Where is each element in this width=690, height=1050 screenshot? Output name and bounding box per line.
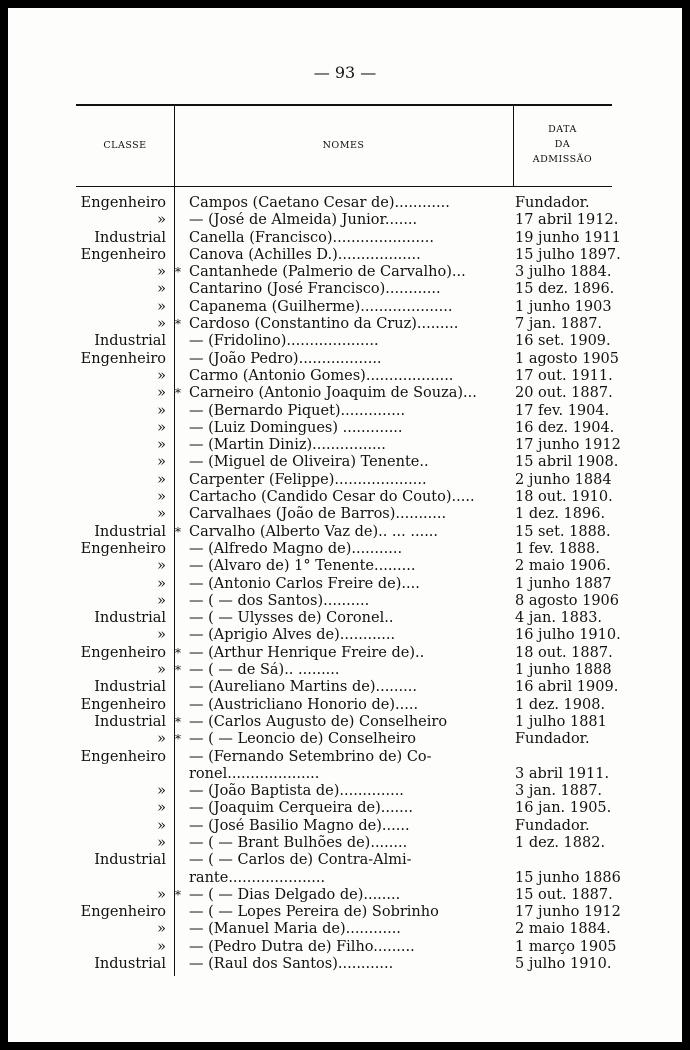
- table-row: [8, 351, 682, 368]
- table-row: [8, 558, 682, 575]
- row-data-admissao: 15 abril 1908.: [515, 454, 619, 471]
- row-nome: — (Bernardo Piquet)..............: [189, 402, 406, 419]
- row-nome: — (Fridolino)....................: [189, 333, 379, 350]
- header-bottom-rule: [76, 186, 612, 187]
- row-nome: — (Luiz Domingues) .............: [189, 419, 403, 436]
- row-data-admissao: 16 abril 1909.: [515, 679, 619, 696]
- row-nome: rante.....................: [189, 869, 326, 886]
- row-nome: — (Martin Diniz)................: [189, 437, 386, 454]
- row-nome: — (João Pedro)..................: [189, 350, 382, 367]
- table-row: [8, 921, 682, 938]
- row-data-admissao: 1 fev. 1888.: [515, 540, 600, 557]
- row-marker: *: [175, 663, 181, 678]
- table-row: [8, 212, 682, 229]
- row-classe: »: [157, 419, 166, 436]
- row-data-admissao: Fundador.: [515, 195, 590, 211]
- row-classe: »: [157, 367, 166, 384]
- row-data-admissao: Fundador.: [515, 817, 590, 834]
- row-classe: Industrial: [94, 679, 166, 696]
- table-row: [8, 368, 682, 385]
- row-nome: Canova (Achilles D.)..................: [189, 246, 421, 263]
- row-data-admissao: 15 junho 1886: [515, 869, 621, 886]
- row-nome: — ( — Ulysses de) Coronel..: [189, 610, 394, 627]
- table-row: [8, 627, 682, 644]
- header-data-line2: DA: [554, 139, 571, 150]
- row-marker: *: [175, 887, 181, 902]
- row-data-admissao: 19 junho 1911: [515, 229, 621, 246]
- table-row: [8, 195, 682, 212]
- row-data-admissao: 1 dez. 1882.: [515, 834, 606, 851]
- row-nome: Cantanhede (Palmerio de Carvalho)...: [189, 264, 466, 281]
- table-row: [8, 749, 682, 766]
- table-row: [8, 506, 682, 523]
- row-nome: — (Arthur Henrique Freire de)..: [189, 644, 425, 661]
- row-marker: *: [175, 714, 181, 729]
- table-row: [8, 472, 682, 489]
- row-data-admissao: 17 junho 1912: [515, 904, 621, 921]
- row-classe: Engenheiro: [80, 696, 166, 713]
- row-data-admissao: 20 out. 1887.: [515, 385, 613, 402]
- row-classe: Engenheiro: [80, 195, 166, 211]
- row-marker: *: [175, 317, 181, 332]
- row-data-admissao: 4 jan. 1883.: [515, 610, 603, 627]
- row-data-admissao: 3 julho 1884.: [515, 264, 612, 281]
- row-nome: Carmo (Antonio Gomes)...................: [189, 367, 454, 384]
- row-classe: Industrial: [94, 610, 166, 627]
- row-data-admissao: 17 abril 1912.: [515, 212, 619, 229]
- row-data-admissao: 1 junho 1888: [515, 662, 612, 679]
- page-number: — 93 —: [313, 63, 377, 82]
- row-classe: »: [157, 783, 166, 800]
- table-row: [8, 887, 682, 904]
- row-nome: Carvalhaes (João de Barros)...........: [189, 506, 447, 523]
- row-data-admissao: 5 julho 1910.: [515, 956, 612, 973]
- table-row: [8, 420, 682, 437]
- row-classe: »: [157, 316, 166, 333]
- table-row: [8, 904, 682, 921]
- row-marker: *: [175, 732, 181, 747]
- header-data-line3: ADMISSÃO: [532, 154, 593, 165]
- row-classe: »: [157, 592, 166, 609]
- row-classe: »: [157, 886, 166, 903]
- row-marker: *: [175, 645, 181, 660]
- row-data-admissao: 15 out. 1887.: [515, 886, 613, 903]
- member-table: [8, 195, 682, 973]
- row-nome: — (Austricliano Honorio de).....: [189, 696, 419, 713]
- row-data-admissao: 17 fev. 1904.: [515, 402, 610, 419]
- table-row: [8, 299, 682, 316]
- row-nome: — ( — Carlos de) Contra-Almi-: [189, 852, 412, 869]
- row-classe: Engenheiro: [80, 246, 166, 263]
- row-data-admissao: 1 dez. 1896.: [515, 506, 606, 523]
- row-nome: — (Manuel Maria de)............: [189, 921, 401, 938]
- table-row: [8, 541, 682, 558]
- row-classe: Industrial: [94, 229, 166, 246]
- row-nome: Carneiro (Antonio Joaquim de Souza)...: [189, 385, 477, 402]
- row-data-admissao: 17 junho 1912: [515, 437, 621, 454]
- row-classe: »: [157, 437, 166, 454]
- row-data-admissao: 2 maio 1884.: [515, 921, 611, 938]
- row-nome: — (Alvaro de) 1° Tenente.........: [189, 558, 416, 575]
- row-classe: »: [157, 938, 166, 955]
- row-data-admissao: 2 maio 1906.: [515, 558, 611, 575]
- table-row: [8, 818, 682, 835]
- header-data-line1: DATA: [548, 124, 577, 135]
- table-row: [8, 593, 682, 610]
- table-row: [8, 576, 682, 593]
- row-data-admissao: 1 junho 1887: [515, 575, 612, 592]
- table-row: [8, 679, 682, 696]
- row-nome: — (Miguel de Oliveira) Tenente..: [189, 454, 429, 471]
- row-nome: — ( — Dias Delgado de)........: [189, 886, 401, 903]
- row-data-admissao: 1 junho 1903: [515, 298, 612, 315]
- row-nome: Cardoso (Constantino da Cruz).........: [189, 316, 459, 333]
- row-classe: »: [157, 402, 166, 419]
- table-row: [8, 956, 682, 973]
- table-row: [8, 662, 682, 679]
- row-classe: »: [157, 817, 166, 834]
- row-nome: Campos (Caetano Cesar de)............: [189, 195, 450, 211]
- row-data-admissao: 16 julho 1910.: [515, 627, 621, 644]
- row-data-admissao: 15 julho 1897.: [515, 246, 621, 263]
- table-row: [8, 610, 682, 627]
- table-row: [8, 316, 682, 333]
- row-nome: — ( — Brant Bulhões de)........: [189, 834, 408, 851]
- row-nome: — (José Basilio Magno de)......: [189, 817, 410, 834]
- row-nome: — ( — dos Santos)..........: [189, 592, 370, 609]
- header-classe: CLASSE: [103, 140, 147, 151]
- table-row: [8, 281, 682, 298]
- row-nome: Capanema (Guilherme)....................: [189, 298, 453, 315]
- row-data-admissao: 1 março 1905: [515, 938, 617, 955]
- row-classe: »: [157, 662, 166, 679]
- row-classe: »: [157, 921, 166, 938]
- row-nome: — (José de Almeida) Junior.......: [189, 212, 418, 229]
- table-row: [8, 714, 682, 731]
- row-classe: »: [157, 506, 166, 523]
- table-row: [8, 783, 682, 800]
- row-classe: »: [157, 575, 166, 592]
- row-classe: »: [157, 264, 166, 281]
- table-row: [8, 800, 682, 817]
- table-row: [8, 766, 682, 783]
- row-classe: Industrial: [94, 713, 166, 730]
- table-row: [8, 939, 682, 956]
- row-classe: Engenheiro: [80, 644, 166, 661]
- row-data-admissao: 1 dez. 1908.: [515, 696, 606, 713]
- table-row: [8, 835, 682, 852]
- table-row: [8, 870, 682, 887]
- row-classe: Industrial: [94, 852, 166, 869]
- row-nome: — (João Baptista de)..............: [189, 783, 404, 800]
- row-data-admissao: 2 junho 1884: [515, 471, 612, 488]
- row-data-admissao: 16 set. 1909.: [515, 333, 611, 350]
- document-page: [8, 8, 682, 1042]
- row-nome: — (Carlos Augusto de) Conselheiro: [189, 713, 448, 730]
- row-marker: *: [175, 524, 181, 539]
- row-nome: — (Alfredo Magno de)...........: [189, 540, 403, 557]
- row-classe: »: [157, 731, 166, 748]
- header-nomes: NOMES: [322, 140, 365, 151]
- row-nome: — (Raul dos Santos)............: [189, 956, 394, 973]
- row-nome: — ( — Lopes Pereira de) Sobrinho: [189, 904, 439, 921]
- table-row: [8, 247, 682, 264]
- row-marker: *: [175, 386, 181, 401]
- table-row: [8, 852, 682, 869]
- header-data-admissao: [513, 122, 612, 167]
- row-nome: — (Joaquim Cerqueira de).......: [189, 800, 413, 817]
- row-data-admissao: 18 out. 1887.: [515, 644, 613, 661]
- row-nome: Carpenter (Felippe)....................: [189, 471, 427, 488]
- row-nome: — (Aprigio Alves de)............: [189, 627, 396, 644]
- row-nome: Canella (Francisco)......................: [189, 229, 434, 246]
- row-data-admissao: 1 julho 1881: [515, 713, 607, 730]
- row-data-admissao: 8 agosto 1906: [515, 592, 619, 609]
- table-row: [8, 731, 682, 748]
- table-row: [8, 697, 682, 714]
- row-classe: »: [157, 800, 166, 817]
- table-row: [8, 333, 682, 350]
- row-data-admissao: 3 jan. 1887.: [515, 783, 603, 800]
- row-nome: Cartacho (Candido Cesar do Couto).....: [189, 489, 475, 506]
- table-row: [8, 437, 682, 454]
- row-nome: — ( — Leoncio de) Conselheiro: [189, 731, 417, 748]
- row-nome: — (Pedro Dutra de) Filho.........: [189, 938, 415, 955]
- row-data-admissao: 16 jan. 1905.: [515, 800, 612, 817]
- table-row: [8, 489, 682, 506]
- row-nome: Carvalho (Alberto Vaz de).. ... ......: [189, 523, 439, 540]
- row-data-admissao: 15 set. 1888.: [515, 523, 611, 540]
- row-nome: — (Antonio Carlos Freire de)....: [189, 575, 420, 592]
- table-row: [8, 454, 682, 471]
- row-classe: Industrial: [94, 523, 166, 540]
- row-nome: — (Fernando Setembrino de) Co-: [189, 748, 432, 765]
- row-classe: Engenheiro: [80, 350, 166, 367]
- row-classe: »: [157, 627, 166, 644]
- header-top-rule: [76, 104, 612, 106]
- table-row: [8, 385, 682, 402]
- row-classe: Industrial: [94, 956, 166, 973]
- table-row: [8, 403, 682, 420]
- row-data-admissao: 15 dez. 1896.: [515, 281, 615, 298]
- row-classe: Industrial: [94, 333, 166, 350]
- table-row: [8, 264, 682, 281]
- row-marker: *: [175, 265, 181, 280]
- row-data-admissao: 18 out. 1910.: [515, 489, 613, 506]
- row-classe: »: [157, 385, 166, 402]
- row-data-admissao: Fundador.: [515, 731, 590, 748]
- row-classe: »: [157, 834, 166, 851]
- row-data-admissao: 17 out. 1911.: [515, 367, 613, 384]
- row-classe: »: [157, 281, 166, 298]
- row-classe: »: [157, 454, 166, 471]
- row-classe: Engenheiro: [80, 748, 166, 765]
- row-classe: »: [157, 558, 166, 575]
- row-data-admissao: 1 agosto 1905: [515, 350, 619, 367]
- row-nome: — ( — de Sá).. .........: [189, 662, 340, 679]
- row-data-admissao: 7 jan. 1887.: [515, 316, 603, 333]
- row-data-admissao: 16 dez. 1904.: [515, 419, 615, 436]
- row-nome: — (Aureliano Martins de).........: [189, 679, 417, 696]
- row-classe: Engenheiro: [80, 904, 166, 921]
- row-classe: »: [157, 471, 166, 488]
- table-row: [8, 524, 682, 541]
- row-nome: ronel....................: [189, 765, 320, 782]
- table-row: [8, 230, 682, 247]
- row-nome: Cantarino (José Francisco)............: [189, 281, 441, 298]
- row-data-admissao: 3 abril 1911.: [515, 765, 610, 782]
- table-row: [8, 645, 682, 662]
- row-classe: »: [157, 298, 166, 315]
- row-classe: »: [157, 489, 166, 506]
- row-classe: »: [157, 212, 166, 229]
- row-classe: Engenheiro: [80, 540, 166, 557]
